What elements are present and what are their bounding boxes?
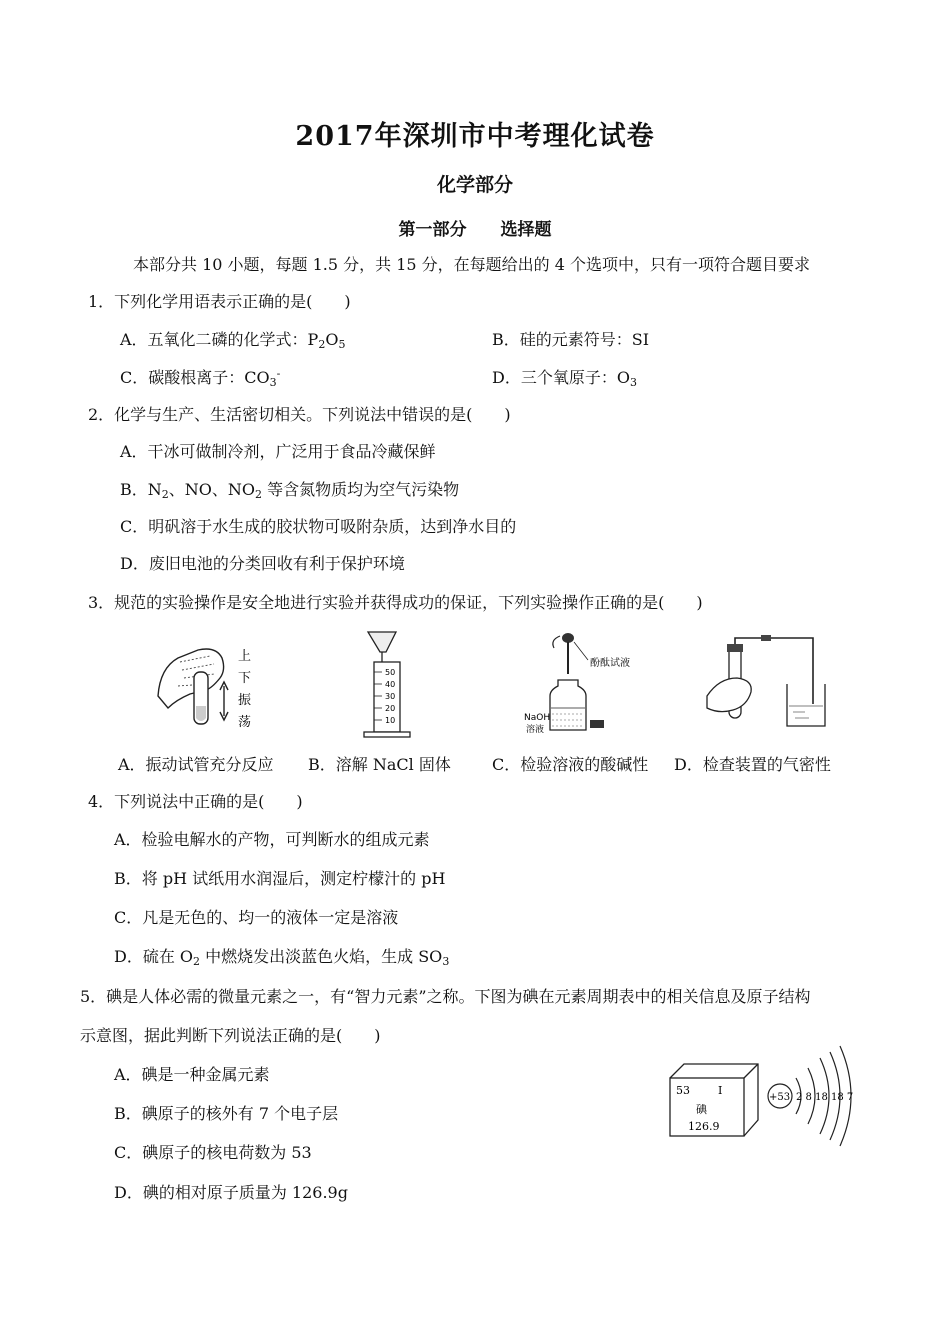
element-name: 碘 <box>696 1103 707 1116</box>
part-heading <box>0 215 950 240</box>
fig-shake-label-4: 荡 <box>238 715 252 730</box>
element-card-iodine <box>668 1060 762 1140</box>
fig-naoh-label-1: NaOH <box>524 713 551 723</box>
q5-option-a: A．碘是一种金属元素 <box>114 1065 270 1084</box>
q1-stem: 1．下列化学用语表示正确的是( ) <box>88 292 351 311</box>
fig-naoh-label-2: 溶液 <box>526 725 545 735</box>
fig-cylinder-tick-20: 20 <box>385 704 396 713</box>
atom-nucleus: +53 <box>769 1092 791 1103</box>
q3-option-a: A．振动试管充分反应 <box>118 755 274 774</box>
q2-stem: 2．化学与生产、生活密切相关。下列说法中错误的是( ) <box>88 405 511 424</box>
instructions: 本部分共 10 小题，每题 1.5 分，共 15 分，在每题给出的 4 个选项中，只有一项符合题目要求 <box>133 255 811 274</box>
q4-stem: 4．下列说法中正确的是( ) <box>88 792 303 811</box>
fig-airtightness-check <box>703 634 827 730</box>
exam-title: 2017年深圳市中考理化试卷 <box>295 121 655 152</box>
q4-option-d: D．硫在 $O_2$ 中燃烧发出淡蓝色火焰，生成 $SO_3$ <box>114 947 450 968</box>
q1-option-c: C．碳酸根离子：$CO_3^-$ <box>120 367 281 389</box>
fig-cylinder-tick-30: 30 <box>385 692 396 701</box>
q1-option-a: A．五氧化二磷的化学式：$P_2O_5$ <box>120 330 346 351</box>
fig-cylinder-tick-50: 50 <box>385 668 396 677</box>
q4-option-c: C．凡是无色的、均一的液体一定是溶液 <box>114 908 399 927</box>
q2-option-c: C．明矾溶于水生成的胶状物可吸附杂质，达到净水目的 <box>120 517 517 536</box>
fig-indicator-test <box>524 630 636 740</box>
part-name: 选择题 <box>500 220 552 240</box>
q2-option-a: A．干冰可做制冷剂，广泛用于食品冷藏保鲜 <box>120 442 436 461</box>
fig-shake-label-1: 上 <box>238 649 252 664</box>
q5-option-b: B．碘原子的核外有 7 个电子层 <box>114 1104 339 1123</box>
q4-option-b: B．将 pH 试纸用水润湿后，测定柠檬汁的 pH <box>114 869 446 888</box>
fig-shake-label-2: 下 <box>238 671 252 686</box>
fig-shake-label-3: 振 <box>238 693 252 708</box>
q3-option-b: B．溶解 NaCl 固体 <box>308 755 451 774</box>
q1-option-b: B．硅的元素符号：SI <box>492 330 650 349</box>
q5-stem-line2: 示意图，据此判断下列说法正确的是( ) <box>80 1026 381 1045</box>
fig-cylinder-tick-10: 10 <box>385 716 396 725</box>
q3-option-c: C．检验溶液的酸碱性 <box>492 755 649 774</box>
q1-option-d: D．三个氧原子：$O_3$ <box>492 368 637 389</box>
fig-cylinder-tick-40: 40 <box>385 680 396 689</box>
atom-electron-shells: 2 8 18 18 7 <box>796 1092 854 1103</box>
q5-option-c: C．碘原子的核电荷数为 53 <box>114 1143 312 1162</box>
atom-structure-diagram <box>764 1044 856 1148</box>
fig-graduated-cylinder <box>360 628 420 740</box>
section-subtitle: 化学部分 <box>436 174 513 196</box>
fig-indicator-label: 酚酞试液 <box>590 658 630 669</box>
q3-option-d: D．检查装置的气密性 <box>674 755 831 774</box>
q3-stem: 3．规范的实验操作是安全地进行实验并获得成功的保证，下列实验操作正确的是( ) <box>88 593 703 612</box>
q5-stem-line1: 5．碘是人体必需的微量元素之一，有“智力元素”之称。下图为碘在元素周期表中的相关信息及原子结构 <box>80 987 811 1006</box>
element-atomic-number: 53 <box>676 1084 690 1097</box>
part-label: 第一部分 <box>398 220 467 240</box>
q5-option-d: D．碘的相对原子质量为 126.9g <box>114 1183 348 1202</box>
q2-option-d: D．废旧电池的分类回收有利于保护环境 <box>120 554 405 573</box>
q2-option-b: B．$N_2$、NO、$NO_2$ 等含氮物质均为空气污染物 <box>120 480 460 501</box>
element-mass: 126.9 <box>688 1120 720 1133</box>
element-symbol: I <box>718 1084 723 1097</box>
q4-option-a: A．检验电解水的产物，可判断水的组成元素 <box>114 830 430 849</box>
fig-shake-test-tube <box>150 636 260 736</box>
